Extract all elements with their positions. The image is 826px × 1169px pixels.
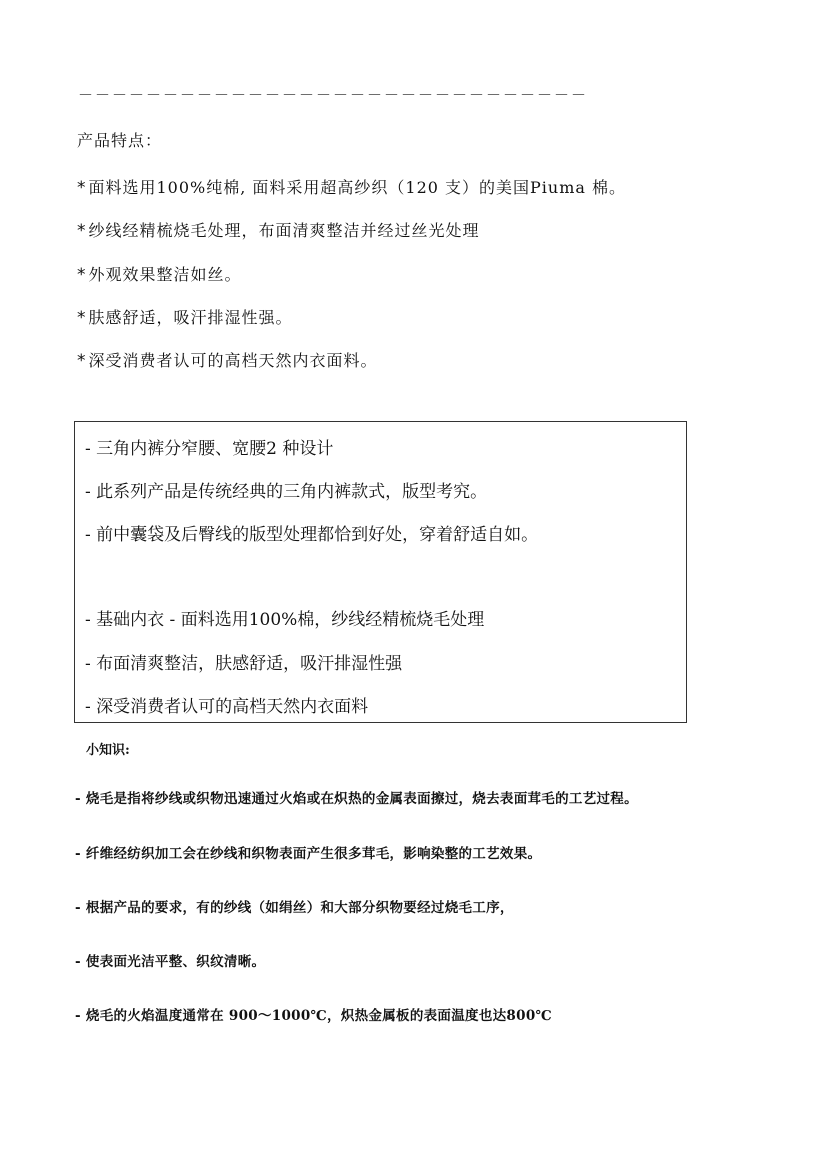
tip-item: - 烧毛是指将纱线或织物迅速通过火焰或在炽热的金属表面擦过，烧去表面茸毛的工艺过程。	[75, 791, 638, 807]
tip-item: - 根据产品的要求，有的纱线（如绢丝）和大部分织物要经过烧毛工序，	[75, 900, 514, 916]
box-line: - 布面清爽整洁，肤感舒适，吸汗排湿性强	[85, 654, 403, 674]
tip-item: - 使表面光洁平整、织纹清晰。	[75, 954, 266, 970]
feature-item	[77, 305, 293, 328]
feature-item	[77, 262, 242, 285]
box-line: - 此系列产品是传统经典的三角内裤款式，版型考究。	[85, 482, 488, 502]
star-bullet-icon: *	[77, 221, 87, 241]
box-line: - 基础内衣 - 面料选用100%棉，纱线经精梳烧毛处理	[85, 610, 485, 630]
divider-line: －－－－－－－－－－－－－－－－－－－－－－－－－－－－－－	[78, 86, 589, 104]
product-description-box	[74, 421, 687, 723]
feature-item	[77, 175, 626, 198]
star-bullet-icon: *	[77, 178, 87, 198]
tips-title: 小知识:	[86, 743, 130, 758]
star-bullet-icon: *	[77, 265, 87, 285]
feature-text: 面料选用100%纯棉, 面料采用超高纱织（120 支）的美国Piuma 棉。	[88, 178, 627, 197]
feature-text: 深受消费者认可的高档天然内衣面料。	[88, 351, 378, 370]
tip-item: - 纤维经纺织加工会在纱线和织物表面产生很多茸毛，影响染整的工艺效果。	[75, 846, 542, 862]
feature-item	[77, 218, 480, 241]
star-bullet-icon: *	[77, 308, 87, 328]
feature-text: 肤感舒适，吸汗排湿性强。	[88, 308, 293, 327]
feature-item	[77, 348, 378, 371]
tip-item: - 烧毛的火焰温度通常在 900～1000℃，炽热金属板的表面温度也达800℃	[75, 1008, 552, 1024]
box-line: - 深受消费者认可的高档天然内衣面料	[85, 697, 369, 717]
section-title: 产品特点：	[77, 131, 163, 150]
feature-text: 外观效果整洁如丝。	[88, 265, 242, 284]
feature-text: 纱线经精梳烧毛处理，布面清爽整洁并经过丝光处理	[88, 221, 480, 240]
star-bullet-icon: *	[77, 351, 87, 371]
box-line: - 三角内裤分窄腰、宽腰2 种设计	[85, 439, 334, 459]
box-line: - 前中囊袋及后臀线的版型处理都恰到好处，穿着舒适自如。	[85, 525, 539, 545]
